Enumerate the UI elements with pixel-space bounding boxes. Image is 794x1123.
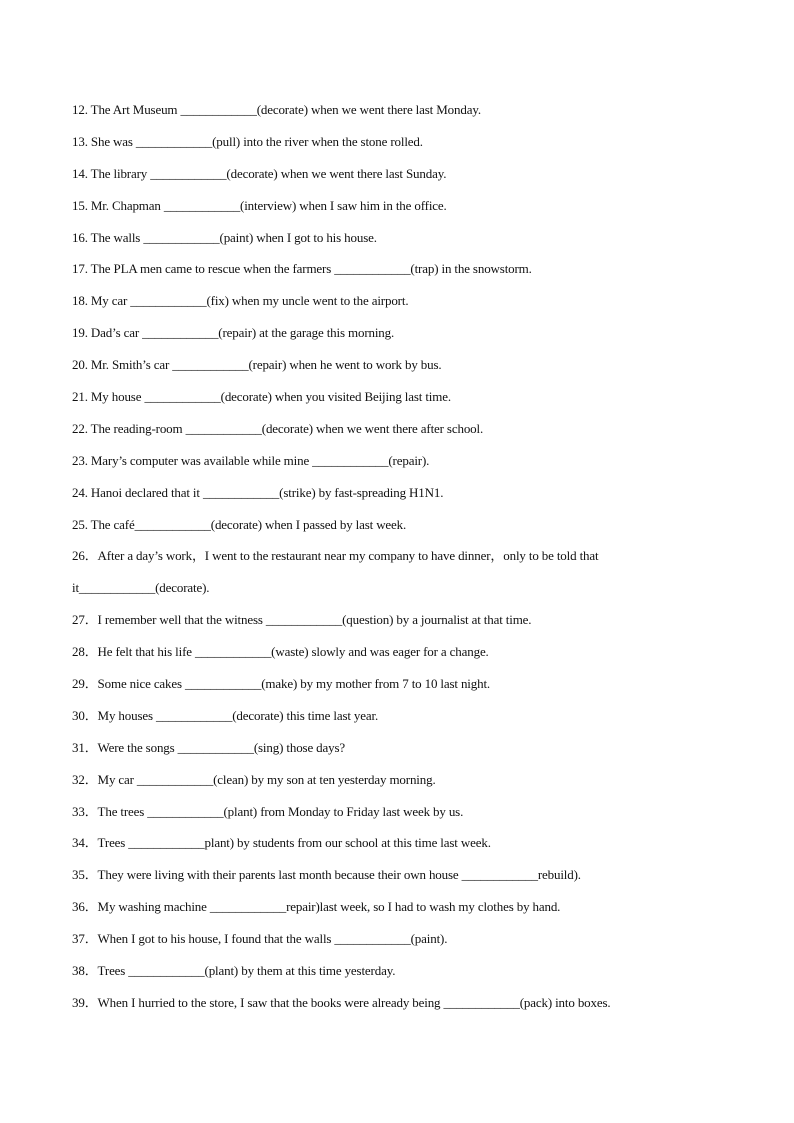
exercise-14: 14. The library ____________(decorate) when we went there last Sunday. xyxy=(72,165,447,181)
exercise-27: 27．I remember well that the witness ____________(question) by a journalist at that time. xyxy=(72,612,532,628)
exercise-28: 28．He felt that his life ____________(waste) slowly and was eager for a change. xyxy=(72,644,489,660)
exercise-36: 36．My washing machine ____________repair)last week, so I had to wash my clothes by hand. xyxy=(72,899,561,915)
exercise-39: 39．When I hurried to the store, I saw that the books were already being ____________(pack) into boxes. xyxy=(72,994,611,1010)
exercise-21: 21. My house ____________(decorate) when you visited Beijing last time. xyxy=(72,389,451,405)
exercise-26: 26．After a day’s work，I went to the restaurant near my company to have dinner，only to be told that xyxy=(72,548,599,564)
exercise-25: 25. The café____________(decorate) when I passed by last week. xyxy=(72,516,407,532)
exercise-34: 34．Trees ____________plant) by students from our school at this time last week. xyxy=(72,835,491,851)
exercise-16: 16. The walls ____________(paint) when I got to his house. xyxy=(72,229,377,245)
exercise-20: 20. Mr. Smith’s car ____________(repair) when he went to work by bus. xyxy=(72,357,442,373)
exercise-18: 18. My car ____________(fix) when my uncle went to the airport. xyxy=(72,293,409,309)
exercise-31: 31．Were the songs ____________(sing) those days? xyxy=(72,739,346,755)
exercise-30: 30．My houses ____________(decorate) this time last year. xyxy=(72,707,379,723)
exercise-list xyxy=(72,101,722,1026)
exercise-24: 24. Hanoi declared that it ____________(strike) by fast-spreading H1N1. xyxy=(72,484,444,500)
exercise-32: 32．My car ____________(clean) by my son at ten yesterday morning. xyxy=(72,771,436,787)
exercise-38: 38．Trees ____________(plant) by them at this time yesterday. xyxy=(72,963,396,979)
exercise-13: 13. She was ____________(pull) into the river when the stone rolled. xyxy=(72,133,423,149)
exercise-26-continuation: it____________(decorate). xyxy=(72,580,210,596)
exercise-35: 35．They were living with their parents last month because their own house ____________rebuild). xyxy=(72,867,581,883)
exercise-17: 17. The PLA men came to rescue when the farmers ____________(trap) in the snowstorm. xyxy=(72,261,532,277)
exercise-22: 22. The reading-room ____________(decorate) when we went there after school. xyxy=(72,420,484,436)
exercise-37: 37．When I got to his house, I found that the walls ____________(paint). xyxy=(72,931,448,947)
exercise-15: 15. Mr. Chapman ____________(interview) when I saw him in the office. xyxy=(72,197,447,213)
exercise-12: 12. The Art Museum ____________(decorate) when we went there last Monday. xyxy=(72,102,481,117)
exercise-33: 33．The trees ____________(plant) from Monday to Friday last week by us. xyxy=(72,803,464,819)
exercise-23: 23. Mary’s computer was available while mine ____________(repair). xyxy=(72,452,430,468)
exercise-29: 29．Some nice cakes ____________(make) by my mother from 7 to 10 last night. xyxy=(72,676,491,692)
exercise-19: 19. Dad’s car ____________(repair) at the garage this morning. xyxy=(72,325,395,341)
